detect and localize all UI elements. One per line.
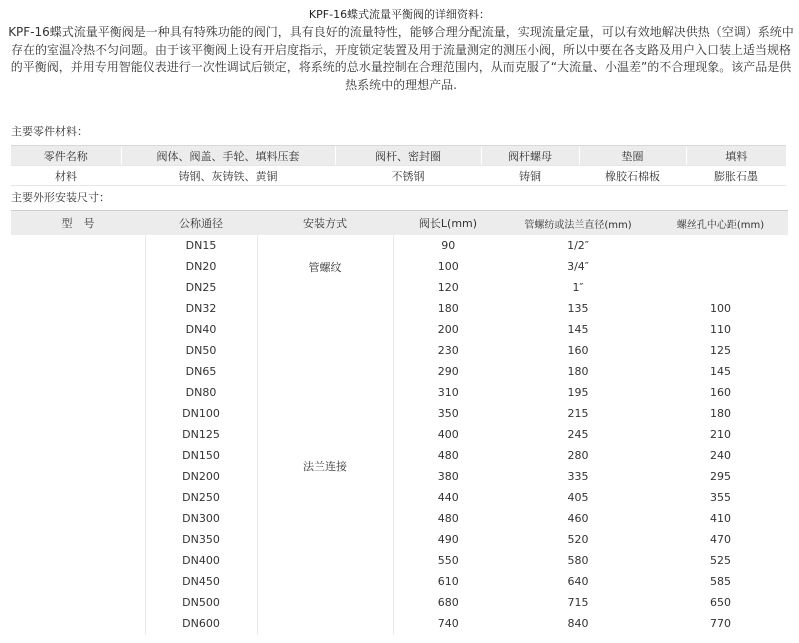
diameter-cell: 145: [567, 323, 589, 336]
length-cell: 490: [393, 529, 503, 550]
diameter-cell: 3/4″: [567, 260, 589, 273]
materials-header-row: [11, 146, 786, 166]
page-title: KPF-16蝶式流量平衡阀的详细资料：: [308, 8, 491, 21]
center-distance-cell: 410: [710, 512, 731, 525]
center-distance-cell: 160: [710, 386, 731, 399]
center-distance-cell: 125: [710, 344, 731, 357]
materials-header-cell: 阀体、阀盖、手轮、填料压套: [121, 146, 335, 166]
length-cell: 90: [393, 235, 503, 256]
materials-header-cell: 填料: [686, 146, 786, 166]
dn-cell: DN125: [145, 424, 257, 445]
center-distance-cell: 650: [710, 596, 731, 609]
center-distance-cell: 470: [710, 533, 731, 546]
center-distance-cell: 110: [710, 323, 731, 336]
materials-heading: 主要零件材料：: [11, 125, 88, 138]
length-cell: 290: [393, 361, 503, 382]
center-distance-cell: 180: [710, 407, 731, 420]
center-distance-cell: 295: [710, 470, 731, 483]
length-cell: 180: [393, 298, 503, 319]
diameter-cell: 840: [567, 617, 589, 630]
length-cell: 680: [393, 592, 503, 613]
diameter-cell: 715: [567, 596, 589, 609]
install-flange-cell: 法兰连接: [257, 298, 393, 634]
length-cell: 480: [393, 508, 503, 529]
diameter-cell: 460: [567, 512, 589, 525]
length-cell: 350: [393, 403, 503, 424]
dn-cell: DN32: [145, 298, 257, 319]
center-distance-cell: [653, 256, 788, 277]
dimensions-table: [11, 210, 788, 634]
dn-cell: DN80: [145, 382, 257, 403]
materials-header-cell: 阀杆、密封圈: [335, 146, 481, 166]
dn-cell: DN300: [145, 508, 257, 529]
length-cell: 740: [393, 613, 503, 634]
diameter-cell: 335: [567, 470, 589, 483]
intro-paragraph: KPF-16蝶式流量平衡阀是一种具有特殊功能的阀门，具有良好的流量特性，能够合理分配流量，实现流量定量，可以有效地解决供热（空调）系统中存在的室温冷热不匀问题。由于该平衡阀上设有开启度指示，开度锁定装置及用于流量测定的测压小阀，所以中要在各支路及用户入口装上适当规格的平衡阀，并用专用智能仪表进行一次性调试后锁定，将系统的总水量控制在合理范围内，从而克服了“大流量、小温差”的不合理现象。该产品是供热系统中的理想产品.: [8, 25, 794, 92]
center-distance-cell: 585: [710, 575, 731, 588]
diameter-cell: 520: [567, 533, 589, 546]
dims-header-cell: 安装方式: [257, 211, 393, 236]
length-cell: 480: [393, 445, 503, 466]
center-distance-cell: 240: [710, 449, 731, 462]
center-distance-cell: 525: [710, 554, 731, 567]
dims-header-cell: 公称通径: [145, 211, 257, 236]
materials-cell: 铸铜: [481, 166, 579, 186]
diameter-cell: 1″: [572, 281, 584, 294]
dn-cell: DN200: [145, 466, 257, 487]
dn-cell: DN40: [145, 319, 257, 340]
dn-cell: DN25: [145, 277, 257, 298]
diameter-cell: 160: [567, 344, 589, 357]
diameter-cell: 195: [567, 386, 589, 399]
materials-cell: 材料: [11, 166, 121, 186]
dn-cell: DN15: [145, 235, 257, 256]
materials-header-cell: 垫圈: [579, 146, 686, 166]
center-distance-cell: 100: [710, 302, 731, 315]
materials-cell: 不锈钢: [335, 166, 481, 186]
dims-header-row: [11, 211, 788, 236]
dims-header-cell: 管螺纺或法兰直径(mm): [503, 211, 653, 236]
dims-header-cell: 螺丝孔中心距(mm): [653, 211, 788, 236]
center-distance-cell: [653, 235, 788, 256]
length-cell: 230: [393, 340, 503, 361]
length-cell: 610: [393, 571, 503, 592]
diameter-cell: 180: [567, 365, 589, 378]
dn-cell: DN450: [145, 571, 257, 592]
length-cell: 200: [393, 319, 503, 340]
diameter-cell: 215: [567, 407, 589, 420]
center-distance-cell: 770: [710, 617, 731, 630]
materials-header-cell: 零件名称: [11, 146, 121, 166]
dn-cell: DN400: [145, 550, 257, 571]
dn-cell: DN50: [145, 340, 257, 361]
materials-header-cell: 阀杆螺母: [481, 146, 579, 166]
center-distance-cell: [653, 277, 788, 298]
dims-heading: 主要外形安装尺寸：: [11, 191, 110, 204]
dims-header-cell: 型 号: [11, 211, 145, 236]
dn-cell: DN250: [145, 487, 257, 508]
length-cell: 120: [393, 277, 503, 298]
diameter-cell: 1/2″: [567, 239, 589, 252]
materials-cell: 橡胶石棉板: [579, 166, 686, 186]
table-row: [11, 235, 788, 256]
dims-header-cell: 阀长L(mm): [393, 211, 503, 236]
diameter-cell: 245: [567, 428, 589, 441]
diameter-cell: 405: [567, 491, 589, 504]
diameter-cell: 135: [567, 302, 589, 315]
length-cell: 440: [393, 487, 503, 508]
dn-cell: DN350: [145, 529, 257, 550]
materials-table: [11, 145, 786, 186]
dn-cell: DN600: [145, 613, 257, 634]
materials-row: [11, 166, 786, 186]
length-cell: 380: [393, 466, 503, 487]
diameter-cell: 580: [567, 554, 589, 567]
materials-cell: 膨胀石墨: [686, 166, 786, 186]
dn-cell: DN20: [145, 256, 257, 277]
length-cell: 550: [393, 550, 503, 571]
length-cell: 100: [393, 256, 503, 277]
center-distance-cell: 210: [710, 428, 731, 441]
dn-cell: DN150: [145, 445, 257, 466]
install-thread-cell: 管螺纹: [257, 235, 393, 298]
diameter-cell: 640: [567, 575, 589, 588]
length-cell: 400: [393, 424, 503, 445]
center-distance-cell: 145: [710, 365, 731, 378]
length-cell: 310: [393, 382, 503, 403]
dn-cell: DN100: [145, 403, 257, 424]
materials-cell: 铸钢、灰铸铁、黄铜: [121, 166, 335, 186]
diameter-cell: 280: [567, 449, 589, 462]
model-cell: [11, 235, 145, 634]
dn-cell: DN65: [145, 361, 257, 382]
center-distance-cell: 355: [710, 491, 731, 504]
dn-cell: DN500: [145, 592, 257, 613]
